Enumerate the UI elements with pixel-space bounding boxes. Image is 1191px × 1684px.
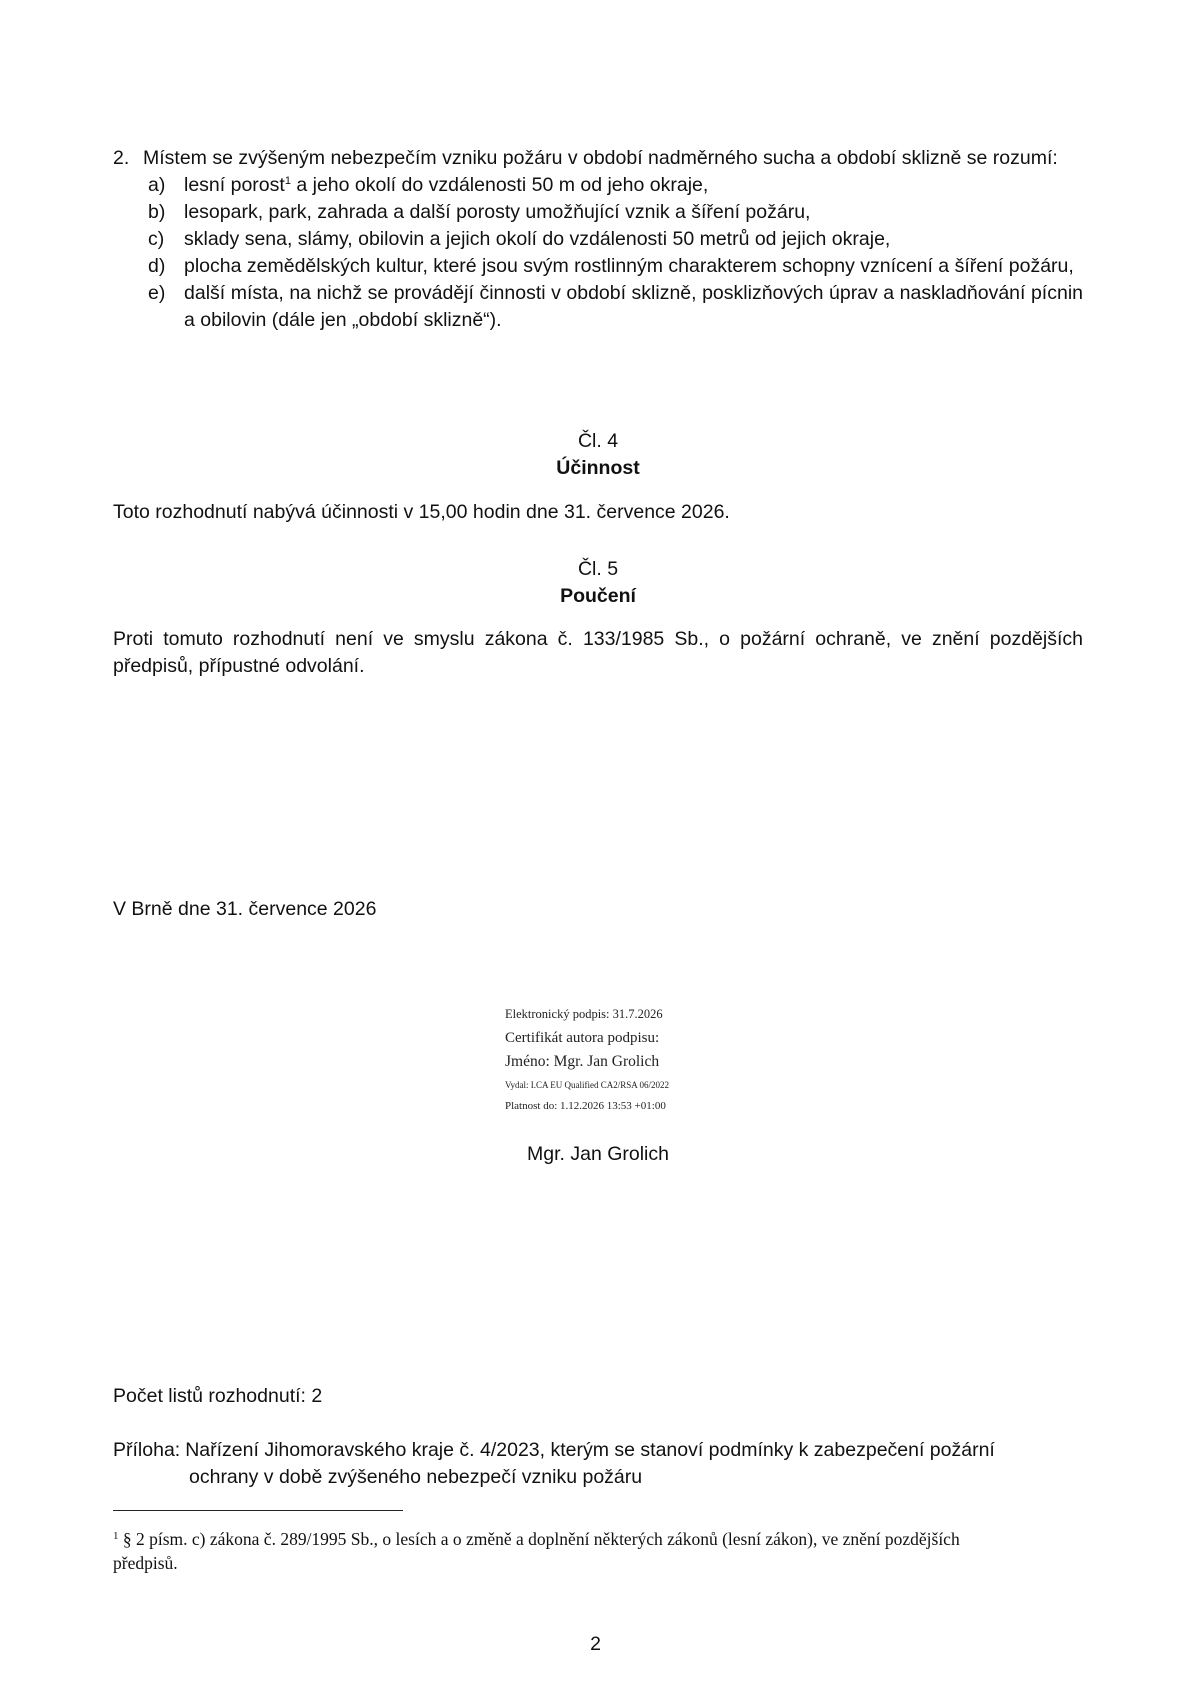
sub-item-text: další místa, na nichž se provádějí činnosti v období sklizně, posklizňových úprav a naskladňování pícnin a obilovin (dále jen „období sklizně“). xyxy=(184,282,1083,331)
attachment xyxy=(113,1437,1083,1491)
item-number: 2. xyxy=(113,147,130,169)
article-5-text: Proti tomuto rozhodnutí není ve smyslu zákona č. 133/1985 Sb., o požární ochraně, ve znění pozdějších předpisů, přípustné odvolání. xyxy=(113,628,1083,677)
sub-item-b xyxy=(148,199,1083,226)
article-number: Čl. 5 xyxy=(577,558,619,580)
article-5-heading xyxy=(113,556,1083,610)
footnote xyxy=(113,1527,1013,1575)
sub-item-text: lesní porost xyxy=(184,174,285,196)
sub-item-text: sklady sena, slámy, obilovin a jejich okolí do vzdálenosti 50 metrů od jejich okraje, xyxy=(184,228,891,250)
article-4-text: Toto rozhodnutí nabývá účinnosti v 15,00 hodin dne 31. července 2026. xyxy=(113,501,730,523)
signature-name: Jméno: Mgr. Jan Grolich xyxy=(505,1053,660,1070)
sub-item-letter: d) xyxy=(148,255,166,277)
signature-certificate-label: Certifikát autora podpisu: xyxy=(505,1030,660,1046)
sub-item-letter: c) xyxy=(148,228,165,250)
electronic-signature xyxy=(505,1006,669,1114)
footnote-reference: 1 xyxy=(284,175,291,187)
sub-item-text: lesopark, park, zahrada a další porosty umožňující vznik a šíření požáru, xyxy=(184,201,811,223)
footnote-divider xyxy=(113,1510,403,1511)
sub-item-letter: b) xyxy=(148,201,166,223)
sub-item-letter: e) xyxy=(148,282,166,304)
signature-validity: Platnost do: 1.12.2026 13:53 +01:00 xyxy=(505,1100,666,1112)
sub-item-c xyxy=(148,226,1083,253)
sub-item-text-continued: a jeho okolí do vzdálenosti 50 m od jeho okraje, xyxy=(290,174,709,196)
article-title: Účinnost xyxy=(556,457,640,479)
sub-item-list xyxy=(148,172,1083,334)
sheet-count: Počet listů rozhodnutí: 2 xyxy=(113,1385,323,1407)
attachment-line-2: ochrany v době zvýšeného nebezpečí vzniku požáru xyxy=(189,1466,643,1488)
signer-name: Mgr. Jan Grolich xyxy=(527,1143,669,1165)
attachment-line-1: Nařízení Jihomoravského kraje č. 4/2023, kterým se stanoví podmínky k zabezpečení požární xyxy=(185,1439,995,1461)
sub-item-e xyxy=(148,280,1083,334)
article-title: Poučení xyxy=(560,585,636,607)
sub-item-letter: a) xyxy=(148,174,166,196)
item-2 xyxy=(113,145,1083,334)
footnote-marker: 1 xyxy=(113,1530,119,1542)
article-number: Čl. 4 xyxy=(577,430,619,452)
signature-issuer: Vydal: I.CA EU Qualified CA2/RSA 06/2022 xyxy=(505,1080,669,1090)
page-number: 2 xyxy=(590,1633,601,1655)
sub-item-d xyxy=(148,253,1083,280)
signature-date: Elektronický podpis: 31.7.2026 xyxy=(505,1007,663,1021)
article-4-heading xyxy=(113,428,1083,482)
item-text: Místem se zvýšeným nebezpečím vzniku požáru v období nadměrného sucha a období sklizně se rozumí: xyxy=(143,147,1058,169)
attachment-label: Příloha: xyxy=(113,1439,181,1461)
sub-item-a xyxy=(148,172,1083,199)
footnote-text: § 2 písm. c) zákona č. 289/1995 Sb., o lesích a o změně a doplnění některých zákonů (lesní zákon), ve znění pozdějších předpisů. xyxy=(113,1529,960,1573)
sub-item-text: plocha zemědělských kultur, které jsou svým rostlinným charakterem schopny vznícení a šíření požáru, xyxy=(184,255,1074,277)
place-and-date: V Brně dne 31. července 2026 xyxy=(113,898,377,920)
